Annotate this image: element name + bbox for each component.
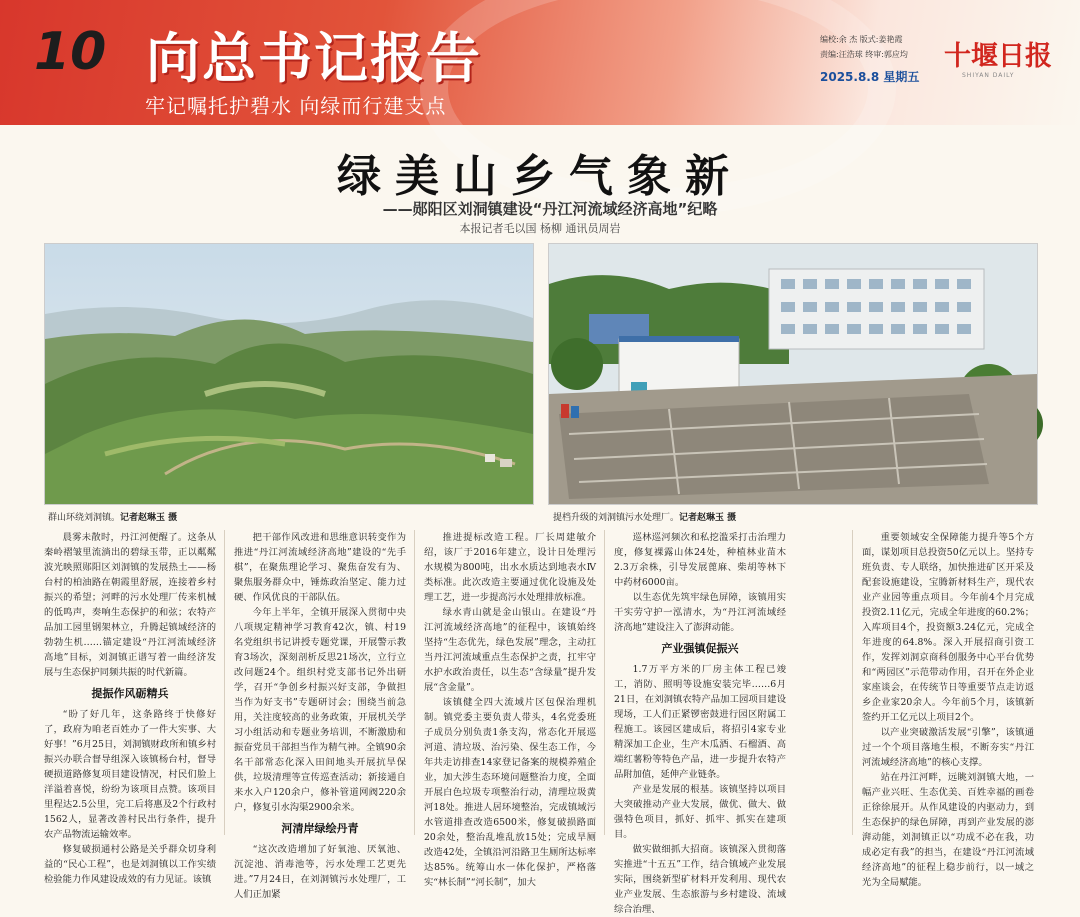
paragraph: 产业是发展的根基。该镇坚持以项目大突破推动产业大发展，做优、做大、做强特色项目，抓好、抓牢、抓实在建项目。 (614, 784, 786, 840)
paragraph: 晨雾未散时，丹江河便醒了。这条从秦岭褶皱里流淌出的碧绿玉带，正以粼粼波光映照郧阳区刘洞镇的发展热土——杨台村的柏油路在朝霞里舒展，连接着乡村振兴的希望；河畔的污水处理厂传来机械的低鸣声，奏响生态保护的和弦；农特产品加工园里钢架林立，升腾起镇域经济的勃勃生机……锚定建设“丹江河流域经济高地”目标，刘洞镇正谱写着一曲经济发展与生态保护同频共振的时代新篇。 (44, 532, 216, 678)
credits-line: 编校:余 杰 版式:姜艳霞 (820, 35, 903, 44)
paragraph: 以生态优先筑牢绿色屏障，该镇用实干实劳守护一泓清水，为“丹江河流域经济高地”建设注入了澎湃动能。 (614, 592, 786, 633)
article-byline: 本报记者毛以国 杨柳 通讯员周岩 (459, 222, 621, 235)
photo-sewage-plant (548, 243, 1038, 505)
article-column-2 (234, 530, 406, 900)
section-heading: 河清岸绿绘丹青 (281, 822, 359, 835)
mountain-landscape-illustration (45, 244, 533, 504)
editorial-credits (820, 32, 908, 62)
paragraph: 1.7万平方米的厂房主体工程已竣工，消防、照明等设施安装完毕……6月21日，在刘洞镇农特产品加工园项目建设现场，工人们正紧锣密鼓进行园区附属工程施工。该园区建成后，将招引4家专业精深加工企业，生产木瓜酒、石榴酒、高端红薯粉等特色产品，进一步提升农特产品附加值，延伸产业链条。 (614, 664, 786, 780)
caption-text: 提档升级的刘洞镇污水处理厂。 (553, 513, 680, 523)
paragraph: 做实做细抓大招商。该镇深入贯彻落实推进“十五五”工作，结合镇域产业发展实际，围绕新型矿材料开发利用、现代农业产业发展、生态旅游与乡村建设、流域综合治理、 (614, 844, 786, 915)
section-heading: 产业强镇促振兴 (661, 642, 739, 655)
page-header-banner (0, 0, 1080, 125)
section-slogan: 牢记嘱托护碧水 向绿而行建支点 (145, 94, 447, 118)
paragraph: 今年上半年，全镇开展深入贯彻中央八项规定精神学习教育42次，镇、村19名党组织书记讲授专题党课，开展警示教育3场次，深刻剖析反思21场次，立行立改问题24个。组织村党支部书记外出研学，召开“争创乡村振兴好支部，争做担当作为好支书”专题研讨会；围绕当前急用，关注度较高的业务政策，开展机关学习小组活动和专题业务培训，不断激励和振奋党员干部担当作为精气神。全镇90余名干部常态化深入田间地头开展抗旱保供，垃圾清理等宣传巡查活动；新接通自来水入户120余户，修补管道网阀220余户，修复引水沟渠2900余米。 (234, 607, 406, 813)
newspaper-logo-subtitle: SHIYAN DAILY (962, 72, 1015, 79)
paragraph: 把干部作风改进和思维意识转变作为推进“丹江河流域经济高地”建设的“先手棋”，在聚焦理论学习、聚焦奋发有为、聚焦服务群众中，锤炼政治坚定、能力过硬、作风优良的干部队伍。 (234, 532, 406, 603)
article-headline: 绿美山乡气象新 (337, 151, 743, 202)
article-column-5 (862, 530, 1034, 888)
credits-line: 责编:汪浩球 终审:郭应均 (820, 50, 908, 59)
paragraph: 绿水青山就是金山银山。在建设“丹江河流域经济高地”的征程中，该镇始终坚持“生态优先，绿色发展”理念，主动扛当丹江河流域重点生态保护之责，扛牢守水护水政治责任，以生态“含绿量”提升发展“含金量”。 (424, 607, 596, 693)
column-divider (852, 530, 853, 835)
paragraph: 以产业突破激活发展“引擎”，该镇通过一个个项目落地生根，不断夯实“丹江河流域经济高地”的核心支撑。 (862, 727, 1034, 768)
sewage-plant-illustration (549, 244, 1037, 504)
paragraph: 修复破损通村公路是关乎群众切身利益的“民心工程”，也是刘洞镇以工作实绩检验能力作风建设成效的有力见证。该镇 (44, 844, 216, 885)
section-title: 向总书记报告 (146, 26, 482, 90)
newspaper-logo: 十堰日报 (944, 41, 1052, 72)
photo-mountain-landscape (44, 243, 534, 505)
column-divider (414, 530, 415, 835)
article-column-1 (44, 530, 216, 885)
paragraph: “这次改造增加了好氧池、厌氧池、沉淀池、消毒池等，污水处理工艺更先进。”7月24日，在刘洞镇污水处理厂，工人们正加紧 (234, 844, 406, 900)
article-column-3 (424, 530, 596, 888)
paragraph: 巡林巡河频次和私挖滥采打击治理力度，修复裸露山体24处，种植林业苗木2.3万余株，引导发展蓖麻、柴胡等林下中药材6000亩。 (614, 532, 786, 588)
caption-text: 群山环绕刘洞镇。 (48, 513, 121, 523)
paragraph: “盼了好几年，这条路终于快修好了，政府为咱老百姓办了一件大实事、大好事！”6月25日，刘洞镇财政所和镇乡村振兴办联合督导组深入该镇杨台村，督导硬损道路修复项目建设情况，村民们脸上洋溢着喜悦，纷纷为该项目点赞。该项目里程达2.5公里，完工后将惠及2个行政村1562人，显著改善村民出行条件，提升农产品物流运输效率。 (44, 709, 216, 840)
column-divider (604, 530, 605, 835)
paragraph: 推进提标改造工程。厂长周建敏介绍，该厂于2016年建立，设计日处理污水规模为800吨，出水水质达到地表水Ⅳ类标准。此次改造主要通过优化设施及处理工艺，进一步提高污水处理排放标准。 (424, 532, 596, 603)
caption-credit: 记者赵琳玉 摄 (679, 513, 737, 523)
issue-date: 2025.8.8 星期五 (820, 70, 920, 84)
paragraph: 站在丹江河畔，远眺刘洞镇大地，一幅产业兴旺、生态优美、百姓幸福的画卷正徐徐展开。从作风建设的内驱动力，到生态保护的绿色屏障，再到产业发展的澎湃动能，刘洞镇正以“功成不必在我，功成必定有我”的担当，在建设“丹江河流域经济高地”的征程上稳步前行，以一域之光为全局赋能。 (862, 772, 1034, 888)
paragraph: 该镇健全四大流域片区包保治理机制。镇党委主要负责人带头，4名党委班子成员分别负责1条支沟，常态化开展巡河道、清垃圾、治污染、保生态工作，今年共走访排查14家登记备案的规模养殖企业，加大涉生态环境问题整治力度，全面开展白色垃圾专项整治行动，清理垃圾黄河18处。推进人居环境整治，完成镇域污水管道排查改造6500米，修复破损路面20余处，整治乱堆乱放15处；完成旱厕改造42处，全镇沿河沿路卫生厕所达标率达85%。统筹山水一体化保护，严格落实“林长制”“河长制”，加大 (424, 697, 596, 888)
caption-credit: 记者赵琳玉 摄 (120, 513, 178, 523)
page-number: 10 (34, 22, 107, 82)
left-photo-caption (48, 510, 177, 523)
column-divider (224, 530, 225, 835)
section-heading: 提振作风砺精兵 (91, 687, 169, 700)
paragraph: 重要领域安全保障能力提升等5个方面，谋划项目总投资50亿元以上。坚持专班负责、专人联络，加快推进矿区开采及配套设施建设，宝腾新材料生产，现代农业产业园等重点项目。今年前4个月完成投资2.11亿元，完成全年进度的60.2%；入库项目4个，投资额3.24亿元，完成全年进度的64.8%。深入开展招商引资工作，发挥刘洞京商科创服务中心平台优势和“两园区”示范带动作用，召开在外企业家座谈会，在传统节日等重要节点走访返乡企业家20余人。今年前5个月，该镇新签约开工亿元以上项目2个。 (862, 532, 1034, 723)
right-photo-caption (553, 510, 736, 523)
article-subheadline: ——郧阳区刘洞镇建设“丹江河流域经济高地”纪略 (382, 200, 718, 218)
article-column-4 (614, 530, 786, 915)
